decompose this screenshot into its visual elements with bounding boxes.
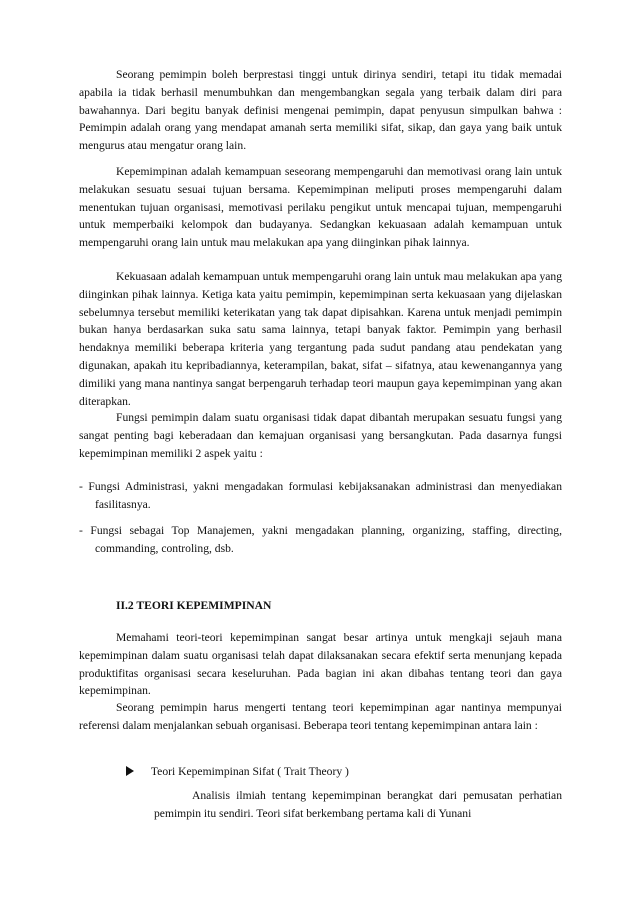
list-item-trait-theory xyxy=(126,763,349,781)
paragraph-kepemimpinan-definition: Kepemimpinan adalah kemampuan seseorang mempengaruhi dan memotivasi orang lain untuk melakukan sesuatu sesuai tujuan bersama. Kepemimpinan meliputi proses mempengaruhi dalam menentukan tujuan organisasi, memotivasi perilaku pengikut untuk mencapai tujuan, mempengaruhi untuk memperbaiki kelompok dan budayanya. Sedangkan kekuasaan adalah kemampuan untuk mempengaruhi orang lain untuk mau melakukan apa yang diinginkan pihak lainnya. xyxy=(79,165,562,250)
paragraph-fungsi-pemimpin: Fungsi pemimpin dalam suatu organisasi tidak dapat dibantah merupakan sesuatu fungsi yang sangat penting bagi keberadaan dan kemajuan organisasi yang bersangkutan. Pada dasarnya fungsi kepemimpinan memiliki 2 aspek yaitu : xyxy=(79,411,562,460)
list-item-label: Teori Kepemimpinan Sifat ( Trait Theory ) xyxy=(150,765,349,778)
section-heading: II.2 TEORI KEPEMIMPINAN xyxy=(116,599,272,612)
paragraph-pemimpin-definition: Seorang pemimpin boleh berprestasi tinggi untuk dirinya sendiri, tetapi itu tidak memadai apabila ia tidak berhasil menumbuhkan dan mengembangkan segala yang terbaik dalam diri para bawahannya. Dari begitu banyak definisi mengenai pemimpin, dapat penyusun simpulkan bahwa : Pemimpin adalah orang yang mendapat amanah serta memiliki sifat, sikap, dan gaya yang baik untuk mengurus atau mengatur orang lain. xyxy=(79,68,562,153)
paragraph-memahami-teori: Memahami teori-teori kepemimpinan sangat besar artinya untuk mengkaji sejauh mana kepemimpinan dalam suatu organisasi telah dapat dilaksanakan secara efektif serta menunjang kepada produktifitas organisasi secara keseluruhan. Pada bagian ini akan dibahas tentang teori dan gaya kepemimpinan. xyxy=(79,631,562,698)
paragraph-seorang-pemimpin-teori: Seorang pemimpin harus mengerti tentang teori kepemimpinan agar nantinya mempunyai referensi dalam menjalankan sebuah organisasi. Beberapa teori tentang kepemimpinan antara lain : xyxy=(79,701,562,732)
paragraph-analisis-ilmiah: Analisis ilmiah tentang kepemimpinan berangkat dari pemusatan perhatian pemimpin itu sendiri. Teori sifat berkembang pertama kali di Yunani xyxy=(154,789,562,820)
bullet-fungsi-administrasi: - Fungsi Administrasi, yakni mengadakan formulasi kebijaksanakan administrasi dan menyediakan fasilitasnya. xyxy=(79,480,562,511)
bullet-fungsi-top-manajemen: - Fungsi sebagai Top Manajemen, yakni mengadakan planning, organizing, staffing, directing, commanding, controling, dsb. xyxy=(79,524,562,555)
arrow-bullet-icon xyxy=(126,766,134,776)
paragraph-kekuasaan-definition: Kekuasaan adalah kemampuan untuk mempengaruhi orang lain untuk mau melakukan apa yang diinginkan pihak lainnya. Ketiga kata yaitu pemimpin, kepemimpinan serta kekuasaan yang dijelaskan sebelumnya tersebut memiliki keterikatan yang tak dapat dipisahkan. Karena untuk menjadi pemimpin bukan hanya berdasarkan suka satu sama lainnya, tetapi banyak faktor. Pemimpin yang berhasil hendaknya memiliki beberapa kriteria yang tergantung pada sudut pandang atau pendekatan yang digunakan, apakah itu kepribadiannya, keterampilan, bakat, sifat – sifatnya, atau kewenangannya yang dimiliki yang mana nantinya sangat berpengaruh terhadap teori maupun gaya kepemimpinan yang akan diterapkan. xyxy=(79,270,562,408)
